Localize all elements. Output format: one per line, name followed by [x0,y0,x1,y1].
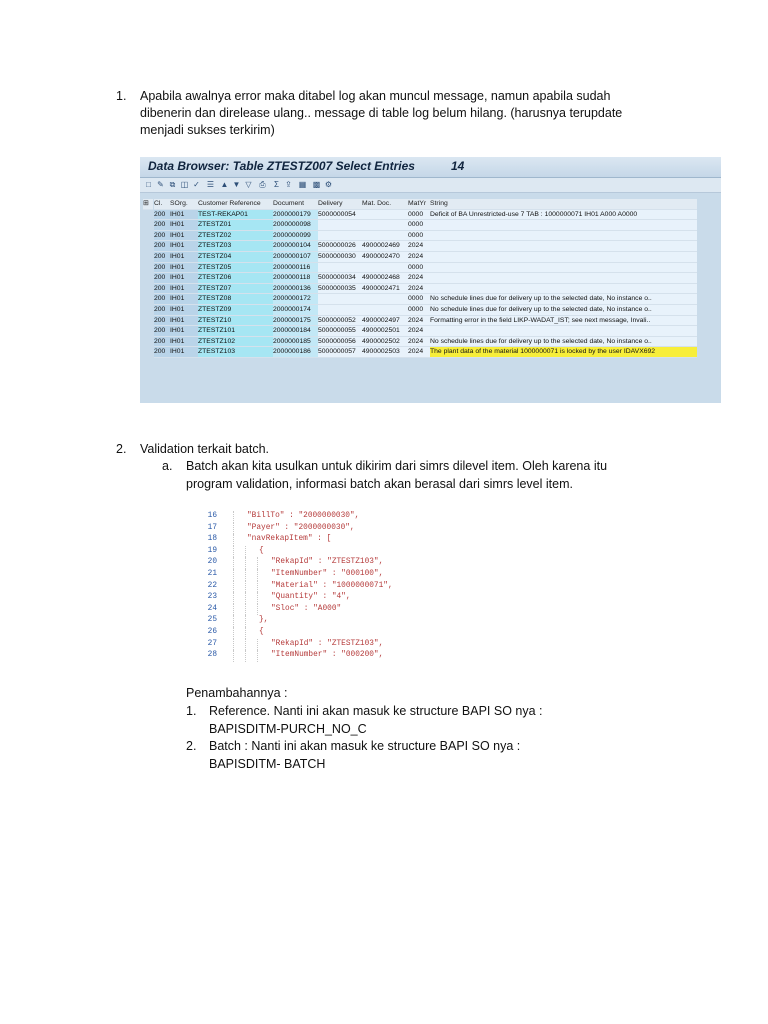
line-number: 19 [207,546,217,555]
table-cell: 4900002503 [362,347,408,358]
table-cell: 2000000099 [273,231,318,242]
grid-icon[interactable]: ▩ [312,180,321,189]
table-cell: 5000000054 [318,210,362,221]
table-cell: 0000 [408,231,430,242]
table-cell: ZTESTZ01 [198,220,273,231]
penambahan-item2-line1: Batch : Nanti ini akan masuk ke structure BAPI SO nya : [209,739,521,753]
table-cell: 5000000052 [318,316,362,327]
code-line [191,546,459,558]
code-line [191,639,459,651]
table-row[interactable] [140,241,697,252]
sort-asc-icon[interactable]: ▲ [220,180,229,189]
table-row[interactable] [140,263,697,274]
table-cell [318,294,362,305]
code-text: "Payer" : "2000000030", [247,523,355,532]
item2a-line2: program validation, informasi batch akan berasal dari simrs level item. [186,477,573,491]
table-cell: ZTESTZ07 [198,284,273,295]
table-cell: IH01 [170,326,198,337]
line-number: 25 [207,616,217,625]
table-cell: 200 [154,284,170,295]
table-cell [430,220,697,231]
table-header-row [140,199,697,210]
code-text: }, [259,616,269,625]
line-number: 21 [207,570,217,578]
table-cell: 4900002501 [362,326,408,337]
table-cell [362,263,408,274]
table-row[interactable] [140,231,697,242]
table-cell: IH01 [170,220,198,231]
table-cell: IH01 [170,284,198,295]
sap-data-browser-screenshot [140,157,721,403]
table-cell: IH01 [170,305,198,316]
code-text: "BillTo" : "2000000030", [247,512,360,520]
item1-line2: dibenerin dan direlease ulang.. message di table log belum hilang. (harusnya terupdate [140,106,623,120]
table-cell: 4900002497 [362,316,408,327]
table-cell [430,263,697,274]
line-number: 22 [207,581,217,590]
table-cell: 200 [154,294,170,305]
item1-number: 1. [116,89,127,103]
table-cell: 2024 [408,273,430,284]
print-icon[interactable]: ⎙ [259,180,266,189]
table-cell: 2000000174 [273,305,318,316]
table-cell: 2000000185 [273,337,318,348]
table-row[interactable] [140,316,697,327]
table-cell: 4900002470 [362,252,408,263]
table-cell: 4900002468 [362,273,408,284]
table-cell: IH01 [170,316,198,327]
table-row[interactable] [140,337,697,348]
table-cell: ZTESTZ05 [198,263,273,274]
penambahan-heading: Penambahannya : [186,686,288,700]
table-cell: IH01 [170,252,198,263]
table-cell: 200 [154,337,170,348]
table-cell: IH01 [170,210,198,221]
code-text: "ItemNumber" : "000200", [271,651,384,660]
code-line [191,604,459,616]
table-cell: 4900002502 [362,337,408,348]
code-text: "Sloc" : "A000" [271,604,342,613]
table-cell: 0000 [408,305,430,316]
table-cell: 2024 [408,284,430,295]
check-icon[interactable]: ✓ [193,180,200,189]
table-cell: ZTESTZ04 [198,252,273,263]
code-line [191,569,459,581]
table-cell: 200 [154,220,170,231]
table-row[interactable] [140,252,697,263]
item2-text: Validation terkait batch. [140,442,270,456]
table-cell: 2024 [408,252,430,263]
line-number: 27 [207,639,217,648]
table-cell: ZTESTZ103 [198,347,273,358]
table-cell: 200 [154,305,170,316]
table-cell: 0000 [408,263,430,274]
penambahan-item1-number: 1. [186,704,197,718]
column-header[interactable]: Delivery [318,199,362,210]
column-header[interactable]: Customer Reference [198,199,273,210]
line-number: 28 [207,651,217,660]
code-line [191,581,459,593]
table-cell: No schedule lines due for delivery up to the selected date, No instance o.. [430,305,697,316]
table-cell: 200 [154,347,170,358]
table-cell: 4900002469 [362,241,408,252]
sap-title-bar [140,157,721,178]
table-row[interactable] [140,347,697,358]
table-cell: 5000000035 [318,284,362,295]
code-text: "navRekapItem" : [ [247,535,332,544]
penambahan-item2-line2: BAPISDITM- BATCH [209,757,326,771]
code-text: { [259,546,264,555]
table-cell: 2000000107 [273,252,318,263]
table-cell: 0000 [408,220,430,231]
table-cell [430,252,697,263]
copy-icon[interactable]: ⧉ [169,180,176,189]
table-cell [430,241,697,252]
item2a-line1: Batch akan kita usulkan untuk dikirim dari simrs dilevel item. Oleh karena itu [186,459,608,473]
table-cell: 2000000186 [273,347,318,358]
table-cell: ZTESTZ102 [198,337,273,348]
table-cell: ZTESTZ10 [198,316,273,327]
line-number: 26 [207,628,217,636]
item2a-letter: a. [162,459,173,473]
table-cell: 5000000030 [318,252,362,263]
table-row[interactable] [140,210,697,221]
table-cell [430,284,697,295]
export-icon[interactable]: ⇪ [285,180,292,189]
table-cell: 200 [154,273,170,284]
edit-icon[interactable]: ✎ [157,180,164,189]
table-row[interactable] [140,326,697,337]
settings-icon[interactable]: ⚙ [324,180,333,189]
code-line [191,615,459,627]
sap-entry-count: 14 [451,159,465,173]
table-cell: 5000000026 [318,241,362,252]
table-cell: ZTESTZ03 [198,241,273,252]
line-number: 17 [207,523,217,532]
code-line [191,534,459,546]
table-cell: 5000000057 [318,347,362,358]
column-header[interactable]: Cl. [154,199,170,210]
table-cell: IH01 [170,294,198,305]
table-cell: 5000000034 [318,273,362,284]
table-cell [318,220,362,231]
table-cell: 200 [154,210,170,221]
filter-icon[interactable]: ▽ [245,180,252,189]
layout-icon[interactable]: ▦ [298,180,307,189]
table-cell: 200 [154,316,170,327]
code-line [191,650,459,662]
table-cell [318,231,362,242]
table-cell: TEST-REKAP01 [198,210,273,221]
column-header[interactable]: String [430,199,697,210]
table-cell: 2000000098 [273,220,318,231]
table-cell: IH01 [170,337,198,348]
table-cell: 4900002471 [362,284,408,295]
column-header[interactable]: Mat. Doc. [362,199,408,210]
table-cell: ZTESTZ02 [198,231,273,242]
table-cell: 2000000172 [273,294,318,305]
line-number: 24 [207,604,217,613]
table-cell: 2000000184 [273,326,318,337]
table-cell [362,210,408,221]
code-text: "ItemNumber" : "000100", [271,570,384,578]
code-text: "Material" : "1000000071", [271,581,393,590]
sort-desc-icon[interactable]: ▼ [232,180,241,189]
table-cell [362,220,408,231]
table-cell: 2000000116 [273,263,318,274]
line-number: 23 [207,593,217,602]
item1-line1: Apabila awalnya error maka ditabel log akan muncul message, namun apabila sudah [140,89,611,103]
table-row[interactable] [140,305,697,316]
table-cell [318,305,362,316]
table-cell: 200 [154,241,170,252]
code-line [191,511,459,523]
item1-line3: menjadi sukses terkirim) [140,123,275,137]
table-cell: 2000000179 [273,210,318,221]
table-cell: 2024 [408,326,430,337]
table-cell: 5000000055 [318,326,362,337]
table-cell [362,305,408,316]
sap-title: Data Browser: Table ZTESTZ007 Select Entries [148,159,415,173]
table-cell: 200 [154,231,170,242]
table-cell: ZTESTZ08 [198,294,273,305]
table-cell: No schedule lines due for delivery up to the selected date, No instance o.. [430,294,697,305]
penambahan-item2-number: 2. [186,739,197,753]
table-cell: 2000000104 [273,241,318,252]
table-row[interactable] [140,294,697,305]
sap-toolbar [140,178,721,193]
code-line [191,557,459,569]
table-cell: 2000000136 [273,284,318,295]
table-cell: Formatting error in the field LIKP-WADAT_IST; see next message, Invali.. [430,316,697,327]
table-cell: IH01 [170,231,198,242]
new-icon[interactable]: □ [146,180,151,189]
column-header[interactable]: SOrg. [170,199,198,210]
code-line [191,592,459,604]
table-cell: 2024 [408,241,430,252]
json-payload-screenshot [191,508,459,664]
column-header[interactable]: Document [273,199,318,210]
table-cell: 200 [154,326,170,337]
table-cell: 2024 [408,316,430,327]
table-cell: 2024 [408,347,430,358]
code-text: "RekapId" : "ZTESTZ103", [271,639,384,648]
table-row[interactable] [140,284,697,295]
table-cell: 2024 [408,337,430,348]
item2-number: 2. [116,442,127,456]
line-number: 20 [207,558,217,567]
table-cell: No schedule lines due for delivery up to the selected date, No instance o.. [430,337,697,348]
table-cell: 2000000175 [273,316,318,327]
table-cell: 0000 [408,210,430,221]
table-cell [430,326,697,337]
display-icon[interactable]: ◫ [180,180,189,189]
table-cell: 5000000056 [318,337,362,348]
sap-result-table [140,199,697,358]
column-header[interactable]: MatYr [408,199,430,210]
table-cell: IH01 [170,273,198,284]
table-cell [362,231,408,242]
table-cell: IH01 [170,241,198,252]
code-line [191,523,459,535]
table-cell: ZTESTZ101 [198,326,273,337]
table-cell: 2000000118 [273,273,318,284]
details-icon[interactable]: ☰ [206,180,215,189]
line-number: 16 [207,512,217,520]
code-text: "Quantity" : "4", [271,593,351,602]
select-all-icon[interactable]: ⊞ [143,199,153,210]
table-cell: IH01 [170,263,198,274]
table-cell: 200 [154,263,170,274]
table-row[interactable] [140,220,697,231]
sum-icon[interactable]: Σ [274,180,279,189]
table-row[interactable] [140,273,697,284]
code-text: "RekapId" : "ZTESTZ103", [271,558,384,567]
table-cell: The plant data of the material 1000000071 is locked by the user IDAVX692 [430,347,697,358]
table-cell: ZTESTZ09 [198,305,273,316]
table-cell: IH01 [170,347,198,358]
code-line [191,627,459,639]
table-cell [430,273,697,284]
table-cell [318,263,362,274]
table-cell: Deficit of BA Unrestricted-use 7 TAB : 1000000071 IH01 A000 A0000 [430,210,697,221]
penambahan-item1-line1: Reference. Nanti ini akan masuk ke structure BAPI SO nya : [209,704,543,718]
table-cell [362,294,408,305]
penambahan-item1-line2: BAPISDITM-PURCH_NO_C [209,722,367,736]
table-cell: ZTESTZ06 [198,273,273,284]
table-cell: 200 [154,252,170,263]
table-cell: 0000 [408,294,430,305]
code-text: { [259,628,264,636]
line-number: 18 [207,535,217,544]
table-cell [430,231,697,242]
